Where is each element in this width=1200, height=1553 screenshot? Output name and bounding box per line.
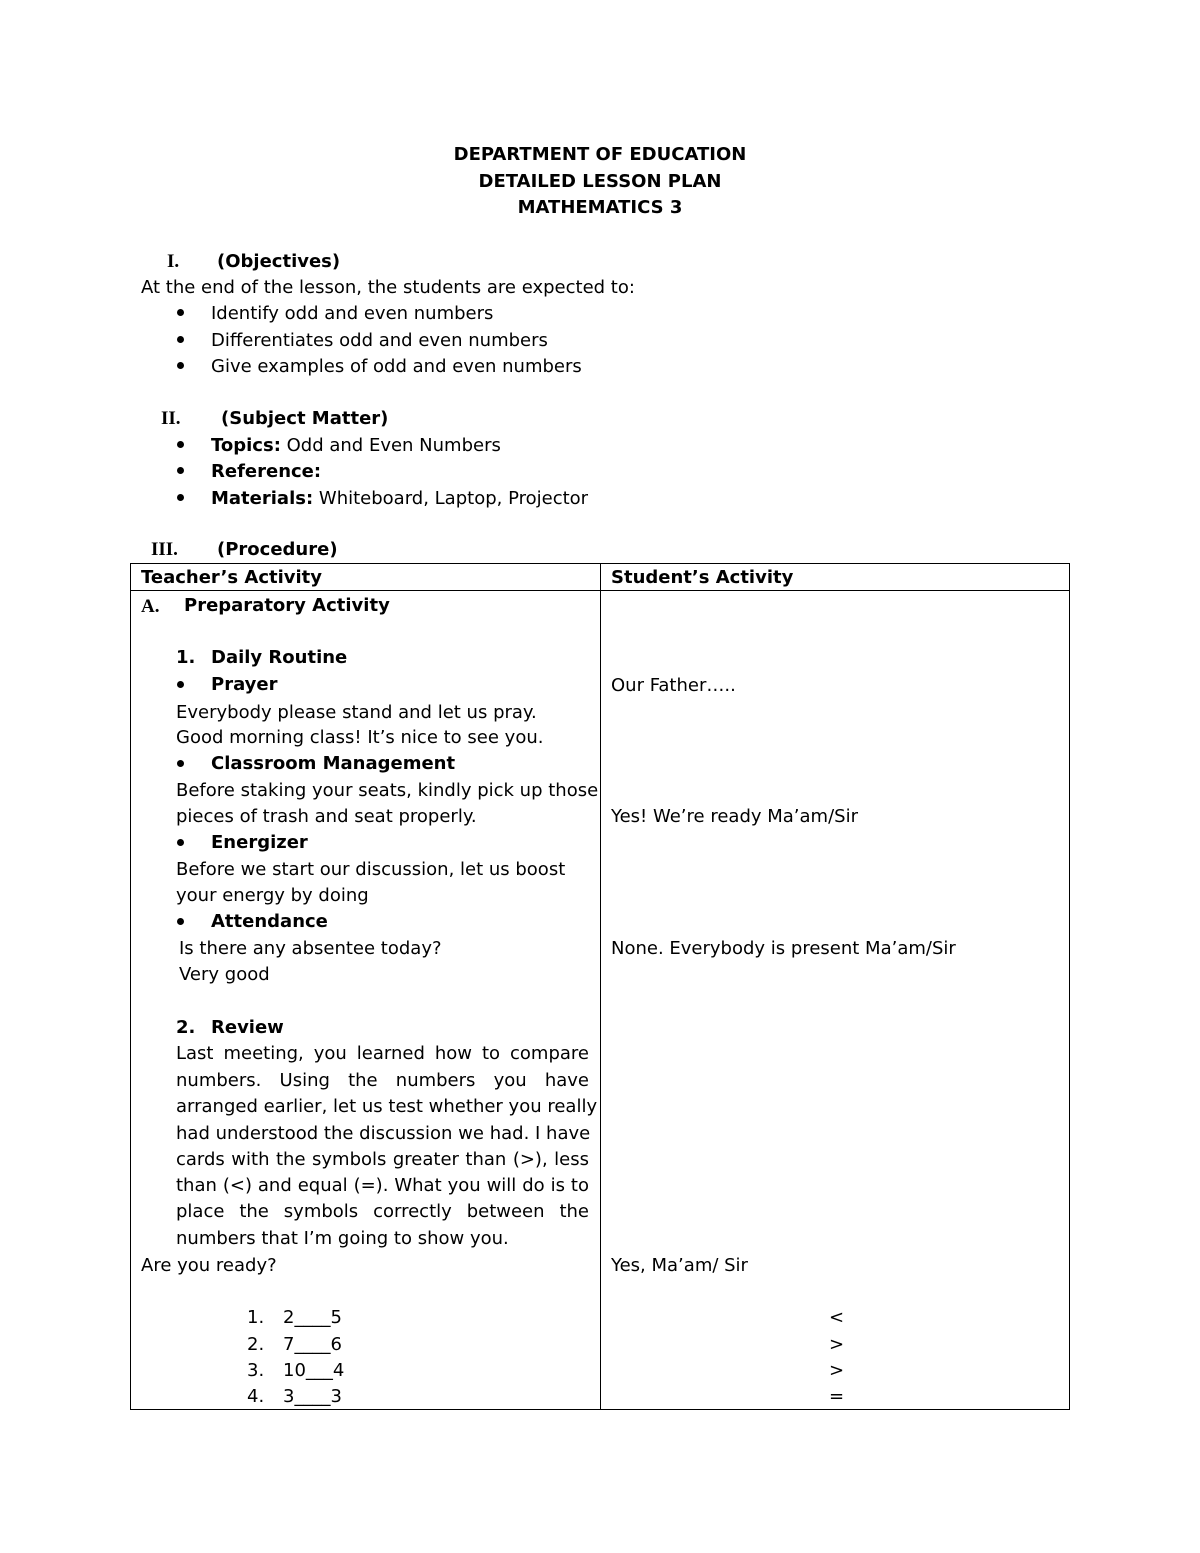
attendance-heading: Attendance (211, 911, 328, 932)
review-line: arranged earlier, let us test whether you really (176, 1096, 598, 1117)
attendance-response: None. Everybody is present Ma’am/Sir (611, 938, 956, 959)
ready-response: Yes, Ma’am/ Sir (611, 1255, 748, 1276)
exercise-number: 2. (247, 1334, 265, 1355)
review-line: place the symbols correctly between the (176, 1201, 589, 1222)
exercise-answer: > (829, 1360, 845, 1381)
classroom-response: Yes! We’re ready Ma’am/Sir (611, 806, 858, 827)
review-line: numbers. Using the numbers you have (176, 1070, 589, 1091)
procedure-heading: (Procedure) (217, 539, 338, 560)
bullet-icon (177, 309, 184, 316)
topics-line (211, 435, 501, 457)
exercise-number: 4. (247, 1386, 265, 1407)
section-title: Preparatory Activity (184, 595, 390, 616)
procedure-numeral: III. (151, 539, 178, 560)
prayer-heading: Prayer (211, 674, 278, 695)
objective-item: Identify odd and even numbers (211, 303, 494, 324)
subject-matter-numeral: II. (161, 408, 181, 429)
energizer-line: Before we start our discussion, let us boost (176, 859, 566, 880)
bullet-icon (177, 918, 184, 925)
subject-matter-heading: (Subject Matter) (221, 408, 389, 429)
header-title: DETAILED LESSON PLAN (478, 171, 722, 192)
classroom-line: pieces of trash and seat properly. (176, 806, 477, 827)
review-line: had understood the discussion we had. I have (176, 1123, 591, 1144)
bullet-icon (177, 441, 184, 448)
bullet-icon (177, 494, 184, 501)
table-column-divider (600, 563, 601, 1410)
bullet-icon (177, 760, 184, 767)
materials-value: Whiteboard, Laptop, Projector (318, 488, 589, 509)
exercise-item: 10___4 (283, 1360, 345, 1381)
reference-label: Reference: (211, 461, 322, 482)
classroom-line: Before staking your seats, kindly pick up those (176, 780, 599, 801)
review-heading: Review (211, 1017, 284, 1038)
objectives-numeral: I. (167, 251, 180, 272)
topics-value: Odd and Even Numbers (286, 435, 501, 456)
review-number: 2. (176, 1017, 196, 1038)
classroom-management-heading: Classroom Management (211, 753, 456, 774)
bullet-icon (177, 336, 184, 343)
topics-label: Topics: (211, 435, 281, 456)
review-line: numbers that I’m going to show you. (176, 1228, 509, 1249)
header-department: DEPARTMENT OF EDUCATION (453, 144, 747, 165)
exercise-answer: > (829, 1334, 845, 1355)
column-header-teacher: Teacher’s Activity (141, 567, 323, 588)
energizer-line: your energy by doing (176, 885, 369, 906)
ready-question: Are you ready? (141, 1255, 277, 1276)
daily-routine-heading: Daily Routine (211, 647, 348, 668)
objective-item: Differentiates odd and even numbers (211, 330, 548, 351)
header-subject: MATHEMATICS 3 (517, 197, 683, 218)
objective-item: Give examples of odd and even numbers (211, 356, 582, 377)
review-line: than (<) and equal (=). What you will do is to (176, 1175, 589, 1196)
prayer-line: Good morning class! It’s nice to see you. (176, 727, 544, 748)
attendance-line: Is there any absentee today? (179, 938, 442, 959)
section-letter: A. (141, 596, 160, 617)
exercise-number: 1. (247, 1307, 265, 1328)
review-line: Last meeting, you learned how to compare (176, 1043, 589, 1064)
objectives-heading: (Objectives) (217, 251, 341, 272)
daily-routine-number: 1. (176, 647, 196, 668)
bullet-icon (177, 839, 184, 846)
exercise-item: 3____3 (283, 1386, 342, 1407)
exercise-answer: = (829, 1386, 845, 1407)
bullet-icon (177, 467, 184, 474)
materials-line (211, 488, 588, 510)
exercise-answer: < (829, 1307, 845, 1328)
energizer-heading: Energizer (211, 832, 308, 853)
column-header-student: Student’s Activity (611, 567, 794, 588)
exercise-item: 2____5 (283, 1307, 342, 1328)
review-line: cards with the symbols greater than (>), less (176, 1149, 589, 1170)
materials-label: Materials: (211, 488, 314, 509)
prayer-response: Our Father….. (611, 675, 736, 696)
table-border-right (1069, 563, 1070, 1410)
bullet-icon (177, 362, 184, 369)
exercise-number: 3. (247, 1360, 265, 1381)
table-border-left (130, 563, 131, 1410)
attendance-line: Very good (179, 964, 270, 985)
bullet-icon (177, 681, 184, 688)
exercise-item: 7____6 (283, 1334, 342, 1355)
objectives-intro: At the end of the lesson, the students are expected to: (141, 277, 635, 298)
prayer-line: Everybody please stand and let us pray. (176, 702, 537, 723)
